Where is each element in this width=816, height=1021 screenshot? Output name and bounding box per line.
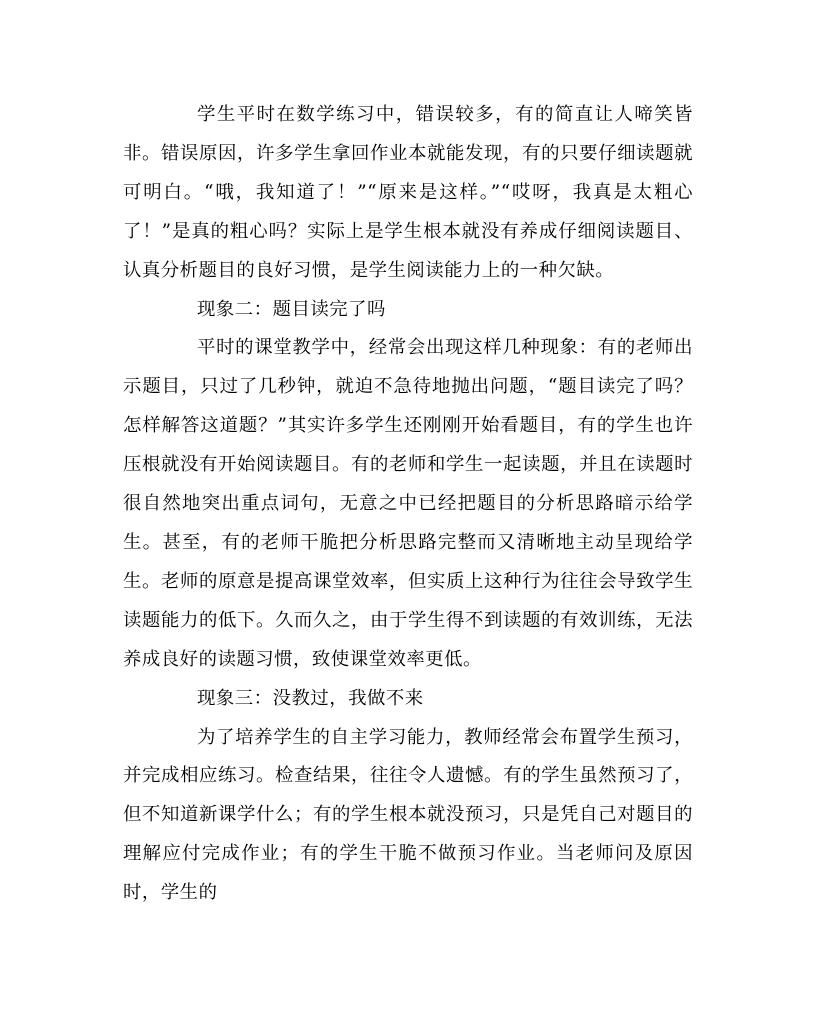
paragraph-preview-homework: 为了培养学生的自主学习能力，教师经常会布置学生预习，并完成相应练习。检查结果，往往令人遗憾。有的学生虽然预习了，但不知道新课学什么；有的学生根本就没预习，只是凭自己对题目的理解应付完成作业；有的学生干脆不做预习作业。当老师问及原因时，学生的: [123, 726, 693, 904]
document-body: [123, 96, 693, 913]
paragraph-reading-questions: 平时的课堂教学中，经常会出现这样几种现象：有的老师出示题目，只过了几秒钟，就迫不急待地抛出问题，“题目读完了吗？怎样解答这道题？”其实许多学生还刚刚开始看题目，有的学生也许压根就没有开始阅读题目。有的老师和学生一起读题，并且在读题时很自然地突出重点词句，无意之中已经把题目的分析思路暗示给学生。甚至，有的老师干脆把分析思路完整而又清晰地主动呈现给学生。老师的原意是提高课堂效率，但实质上这种行为往往会导致学生读题能力的低下。久而久之，由于学生得不到读题的有效训练，无法养成良好的读题习惯，致使课堂效率更低。: [123, 337, 693, 670]
heading-phenomenon-three: 现象三：没教过，我做不来: [197, 687, 424, 709]
paragraph-error-analysis: 学生平时在数学练习中，错误较多，有的简直让人啼笑皆非。错误原因，许多学生拿回作业本就能发现，有的只要仔细读题就可明白。“哦，我知道了！”“原来是这样。”“哎呀，我真是太粗心了！”是真的粗心吗？实际上是学生根本就没有养成仔细阅读题目、认真分析题目的良好习惯，是学生阅读能力上的一种欠缺。: [123, 104, 693, 281]
heading-phenomenon-two: 现象二：题目读完了吗: [197, 298, 386, 320]
